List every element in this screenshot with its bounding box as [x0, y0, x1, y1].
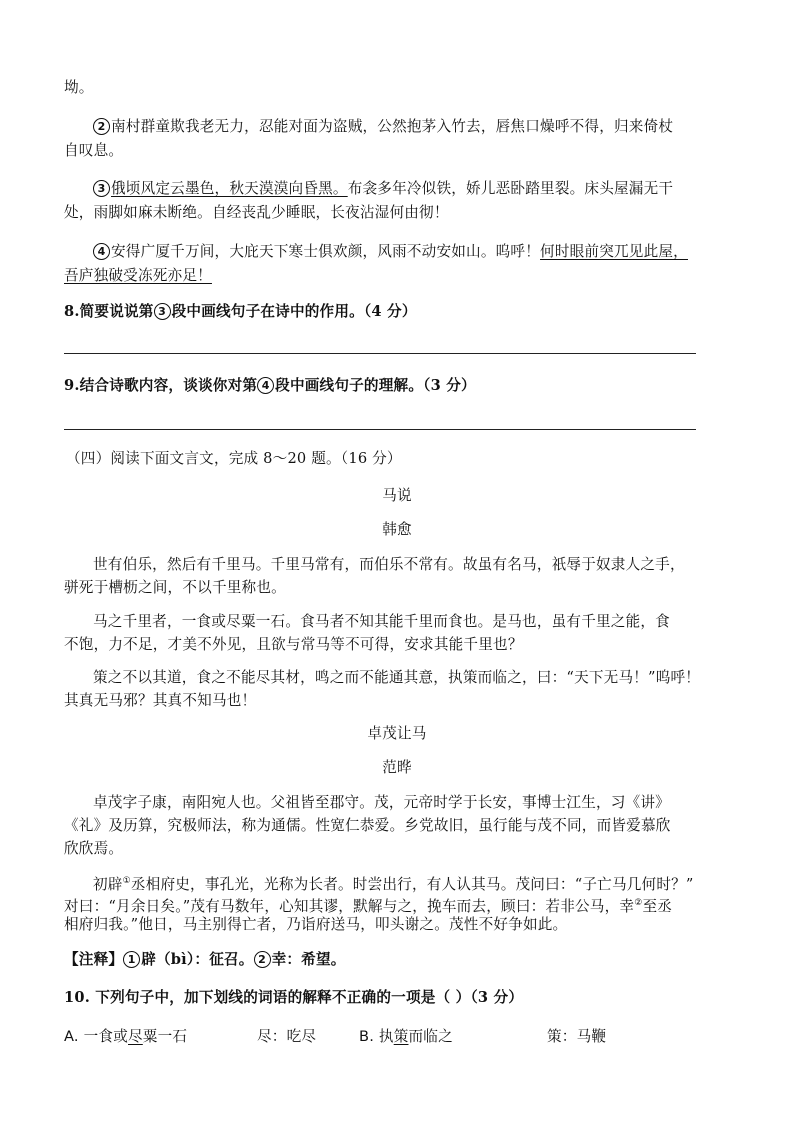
option-a[interactable] — [64, 1027, 187, 1047]
text1-para1-line1: 世有伯乐，然后有千里马。千里马常有，而伯乐不常有。故虽有名马，祇辱于奴隶人之手， — [93, 556, 685, 573]
option-text: 而临之 — [408, 1028, 453, 1045]
poem-p2-line1 — [93, 117, 673, 137]
option-label: B. — [359, 1028, 379, 1045]
text2-para2-line1 — [93, 871, 694, 895]
option-text: 粟一石 — [142, 1028, 188, 1045]
option-text: 一食或 — [83, 1028, 128, 1045]
question-text: 9.结合诗歌内容，谈谈你对第 — [64, 377, 258, 394]
question-text: 段中画线句子在诗中的作用。（4 分） — [171, 303, 417, 320]
notes — [64, 950, 346, 970]
option-b[interactable] — [359, 1027, 453, 1047]
poem-text: 安得广厦千万间，大庇天下寒士俱欢颜，风雨不动安如山。呜呼！ — [111, 243, 541, 260]
note-marker: ① — [122, 876, 131, 886]
text2-author: 范晔 — [382, 759, 412, 776]
text2-para1-line2: 《礼》及历算，究极师法，称为通儒。性宽仁恭爱。乡党故旧，虽行能与茂不同，而皆爱慕欣 — [64, 817, 671, 834]
question-9 — [64, 376, 476, 396]
poem-text: 南村群童欺我老无力，忍能对面为盗贼，公然抱茅入竹去，唇焦口燥呼不得，归来倚杖 — [111, 118, 674, 135]
underlined-sentence: 俄顷风定云墨色，秋天漠漠向昏黑。 — [111, 180, 348, 197]
classical-text: 丞相府史，事孔光，光称为长者。时尝出行，有人认其马。茂问曰：“子亡马几何时？” — [130, 876, 694, 893]
circled-number: 2 — [93, 118, 110, 135]
poem-p3-line2: 处，雨脚如麻未断绝。自经丧乱少睡眠，长夜沾湿何由彻！ — [64, 204, 449, 221]
answer-line[interactable] — [64, 429, 696, 430]
text1-para3-line2: 其真无马邪？其真不知马也！ — [64, 692, 257, 709]
poem-p1-tail: 坳。 — [64, 79, 94, 96]
text2-para1-line3: 欣欣焉。 — [64, 840, 124, 857]
classical-text: 至丞 — [642, 898, 673, 915]
text2-para1-line1: 卓茂字子康，南阳宛人也。父祖皆至郡守。茂，元帝时学于长安，事博士江生，习《讲》 — [93, 794, 670, 811]
underlined-word: 尽 — [128, 1028, 143, 1045]
underlined-sentence: 何时眼前突兀见此屋， — [540, 243, 688, 260]
option-b-gloss: 策：马鞭 — [547, 1028, 607, 1045]
option-a-gloss: 尽：吃尽 — [257, 1028, 317, 1045]
option-label: A. — [64, 1028, 84, 1045]
text2-para2-line3: 相府归我。”他日，马主别得亡者，乃诣府送马，叩头谢之。茂性不好争如此。 — [64, 916, 568, 933]
question-text: 8.简要说说第 — [64, 303, 154, 320]
text1-title: 马说 — [382, 487, 412, 504]
classical-text: 对曰：“月余日矣。”茂有马数年，心知其谬，默解与之，挽车而去，顾曰：若非公马，幸 — [64, 898, 635, 915]
classical-text: 初辟 — [93, 876, 123, 893]
section-heading: （四）阅读下面文言文，完成 8～20 题。（16 分） — [66, 450, 402, 467]
note-text: 幸：希望。 — [271, 951, 346, 968]
text2-title: 卓茂让马 — [367, 725, 427, 742]
text1-author: 韩愈 — [382, 521, 412, 538]
poem-p4-line2: 吾庐独破受冻死亦足！ — [64, 267, 212, 284]
circled-number: 2 — [254, 951, 271, 968]
poem-p4-line1 — [93, 242, 688, 262]
poem-p2-line2: 自叹息。 — [64, 142, 124, 159]
question-text: 段中画线句子的理解。（3 分） — [275, 377, 476, 394]
note-text: 辟（bì）：征召。 — [141, 951, 254, 968]
answer-line[interactable] — [64, 353, 696, 354]
text2-para2-line2 — [64, 893, 672, 917]
poem-text: 布衾多年冷似铁，娇儿恶卧踏里裂。床头屋漏无干 — [347, 180, 674, 197]
circled-number: 1 — [123, 951, 140, 968]
question-8 — [64, 302, 417, 322]
circled-number: 4 — [257, 377, 274, 394]
circled-number: 3 — [154, 303, 171, 320]
circled-number: 4 — [93, 243, 110, 260]
underlined-word: 策 — [393, 1028, 409, 1045]
text1-para3-line1: 策之不以其道，食之不能尽其材，鸣之而不能通其意，执策而临之，曰：“天下无马！”呜呼！ — [93, 669, 701, 686]
poem-p3-line1 — [93, 179, 673, 199]
text1-para2-line1: 马之千里者，一食或尽粟一石。食马者不知其能千里而食也。是马也，虽有千里之能，食 — [93, 613, 670, 630]
notes-label: 【注释】 — [64, 951, 124, 968]
circled-number: 3 — [93, 180, 110, 197]
question-10: 10. 下列句子中，加下划线的词语的解释不正确的一项是（ ）（3 分） — [64, 989, 524, 1006]
option-text: 执 — [378, 1028, 394, 1045]
text1-para1-line2: 骈死于槽枥之间，不以千里称也。 — [64, 579, 286, 596]
note-marker: ② — [634, 898, 643, 908]
text1-para2-line2: 不饱，力不足，才美不外见，且欲与常马等不可得，安求其能千里也？ — [64, 636, 523, 653]
